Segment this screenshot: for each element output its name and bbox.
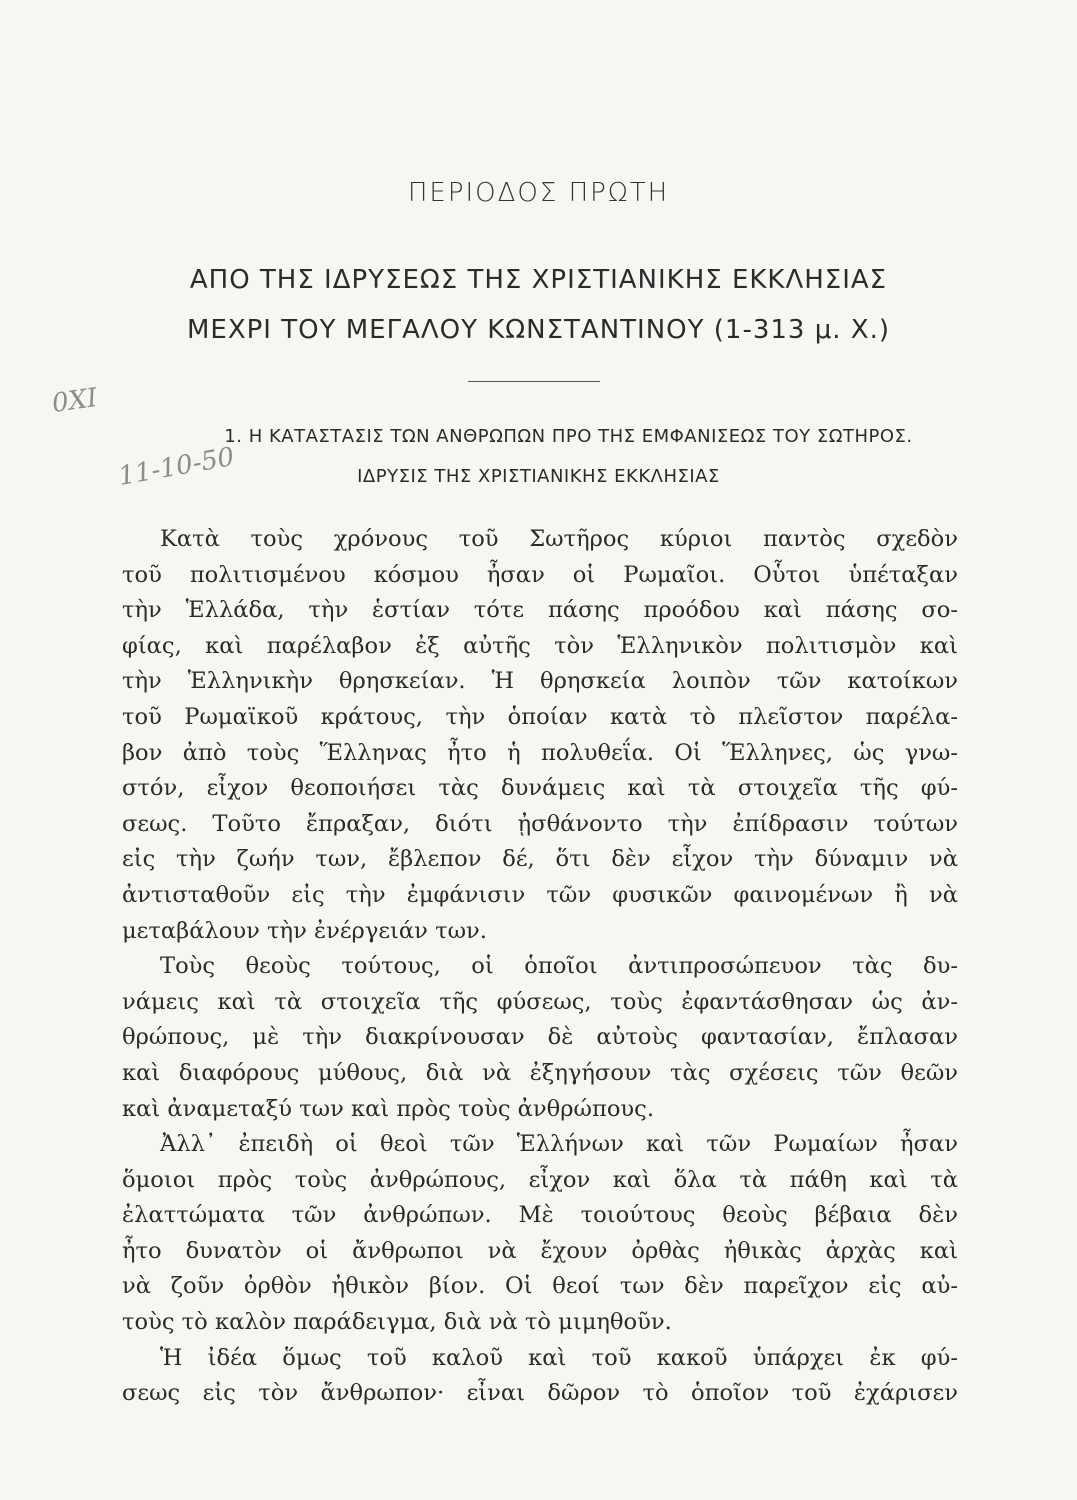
text-line: θρώπους, μὲ τὴν διακρίνουσαν δὲ αὐτοὺς φαντασίαν, ἔπλασαν [122, 1024, 958, 1051]
text-line: τοὺς τὸ καλὸν παράδειγμα, διὰ νὰ τὸ μιμηθοῦν. [122, 1309, 672, 1336]
text-line: νὰ ζοῦν ὀρθὸν ἠθικὸν βίον. Οἱ θεοί των δὲν παρεῖχον εἰς αὐ- [122, 1273, 958, 1300]
text-line: ὅμοιοι πρὸς τοὺς ἀνθρώπους, εἶχον καὶ ὅλα τὰ πάθη καὶ τὰ [122, 1166, 958, 1193]
text-line: τοῦ πολιτισμένου κόσμου ἦσαν οἱ Ρωμαῖοι. Οὗτοι ὑπέταξαν [122, 561, 958, 588]
text-line: τὴν Ἑλλάδα, τὴν ἑστίαν τότε πάσης προόδου καὶ πάσης σο- [122, 597, 958, 624]
text-line: φίας, καὶ παρέλαβον ἐξ αὐτῆς τὸν Ἑλληνικὸν πολιτισμὸν καὶ [122, 632, 958, 659]
text-line: καὶ διαφόρους μύθους, διὰ νὰ ἐξηγήσουν τὰς σχέσεις τῶν θεῶν [122, 1059, 958, 1086]
period-heading: ΠΕΡΙΟΔΟΣ ΠΡΩΤΗ [407, 178, 670, 208]
text-line: ἦτο δυνατὸν οἱ ἄνθρωποι νὰ ἔχουν ὀρθὰς ἠθικὰς ἀρχὰς καὶ [122, 1237, 958, 1264]
section-heading-line-2: ΙΔΡΥΣΙΣ ΤΗΣ ΧΡΙΣΤΙΑΝΙΚΗΣ ΕΚΚΛΗΣΙΑΣ [357, 466, 720, 487]
handwritten-note: 0ΧΙ [50, 382, 100, 420]
text-line: σεως. Τοῦτο ἔπραξαν, διότι ᾐσθάνοντο τὴν ἐπίδρασιν τούτων [122, 810, 958, 837]
text-line: νάμεις καὶ τὰ στοιχεῖα τῆς φύσεως, τοὺς ἐφαντάσθησαν ὡς ἀν- [122, 988, 958, 1015]
text-line: Ἡ ἰδέα ὅμως τοῦ καλοῦ καὶ τοῦ κακοῦ ὑπάρχει ἐκ φύ- [160, 1344, 958, 1371]
text-line: μεταβάλουν τὴν ἐνέργειάν των. [122, 917, 487, 944]
text-line: ἀντισταθοῦν εἰς τὴν ἐμφάνισιν τῶν φυσικῶν φαινομένων ἢ νὰ [122, 881, 958, 908]
text-line: σεως εἰς τὸν ἄνθρωπον· εἶναι δῶρον τὸ ὁποῖον τοῦ ἐχάρισεν [122, 1380, 958, 1407]
body-text [122, 522, 958, 1412]
title-line-1: ΑΠΟ ΤΗΣ ΙΔΡΥΣΕΩΣ ΤΗΣ ΧΡΙΣΤΙΑΝΙΚΗΣ ΕΚΚΛΗΣΙΑΣ [189, 265, 888, 295]
text-line: καὶ ἀναμεταξύ των καὶ πρὸς τοὺς ἀνθρώπους. [122, 1095, 655, 1122]
text-line: στόν, εἶχον θεοποιήσει τὰς δυνάμεις καὶ τὰ στοιχεῖα τῆς φύ- [122, 775, 958, 802]
title-line-2: ΜΕΧΡΙ ΤΟΥ ΜΕΓΑΛΟΥ ΚΩΝΣΤΑΝΤΙΝΟΥ (1-313 μ. Χ.) [186, 315, 891, 345]
text-line: εἰς τὴν ζωήν των, ἔβλεπον δέ, ὅτι δὲν εἶχον τὴν δύναμιν νὰ [122, 846, 958, 873]
text-line: Ἀλλ᾽ ἐπειδὴ οἱ θεοὶ τῶν Ἑλλήνων καὶ τῶν Ρωμαίων ἦσαν [160, 1131, 958, 1158]
text-line: τοῦ Ρωμαϊκοῦ κράτους, τὴν ὁποίαν κατὰ τὸ πλεῖστον παρέλα- [122, 703, 958, 730]
handwritten-date: 11-10-50 [116, 442, 237, 492]
section-heading-line-1: 1. Η ΚΑΤΑΣΤΑΣΙΣ ΤΩΝ ΑΝΘΡΩΠΩΝ ΠΡΟ ΤΗΣ ΕΜΦΑΝΙΣΕΩΣ ΤΟΥ ΣΩΤΗΡΟΣ. [224, 426, 913, 447]
text-line: ἐλαττώματα τῶν ἀνθρώπων. Μὲ τοιούτους θεοὺς βέβαια δὲν [122, 1202, 958, 1229]
divider-rule [468, 381, 600, 382]
text-line: Τοὺς θεοὺς τούτους, οἱ ὁποῖοι ἀντιπροσώπευον τὰς δυ- [160, 953, 958, 980]
text-line: Κατὰ τοὺς χρόνους τοῦ Σωτῆρος κύριοι παντὸς σχεδὸν [160, 526, 958, 552]
text-line: βον ἀπὸ τοὺς Ἕλληνας ἦτο ἡ πολυθεΐα. Οἱ Ἕλληνες, ὡς γνω- [122, 739, 958, 766]
text-line: τὴν Ἑλληνικὴν θρησκείαν. Ἡ θρησκεία λοιπὸν τῶν κατοίκων [122, 668, 958, 695]
